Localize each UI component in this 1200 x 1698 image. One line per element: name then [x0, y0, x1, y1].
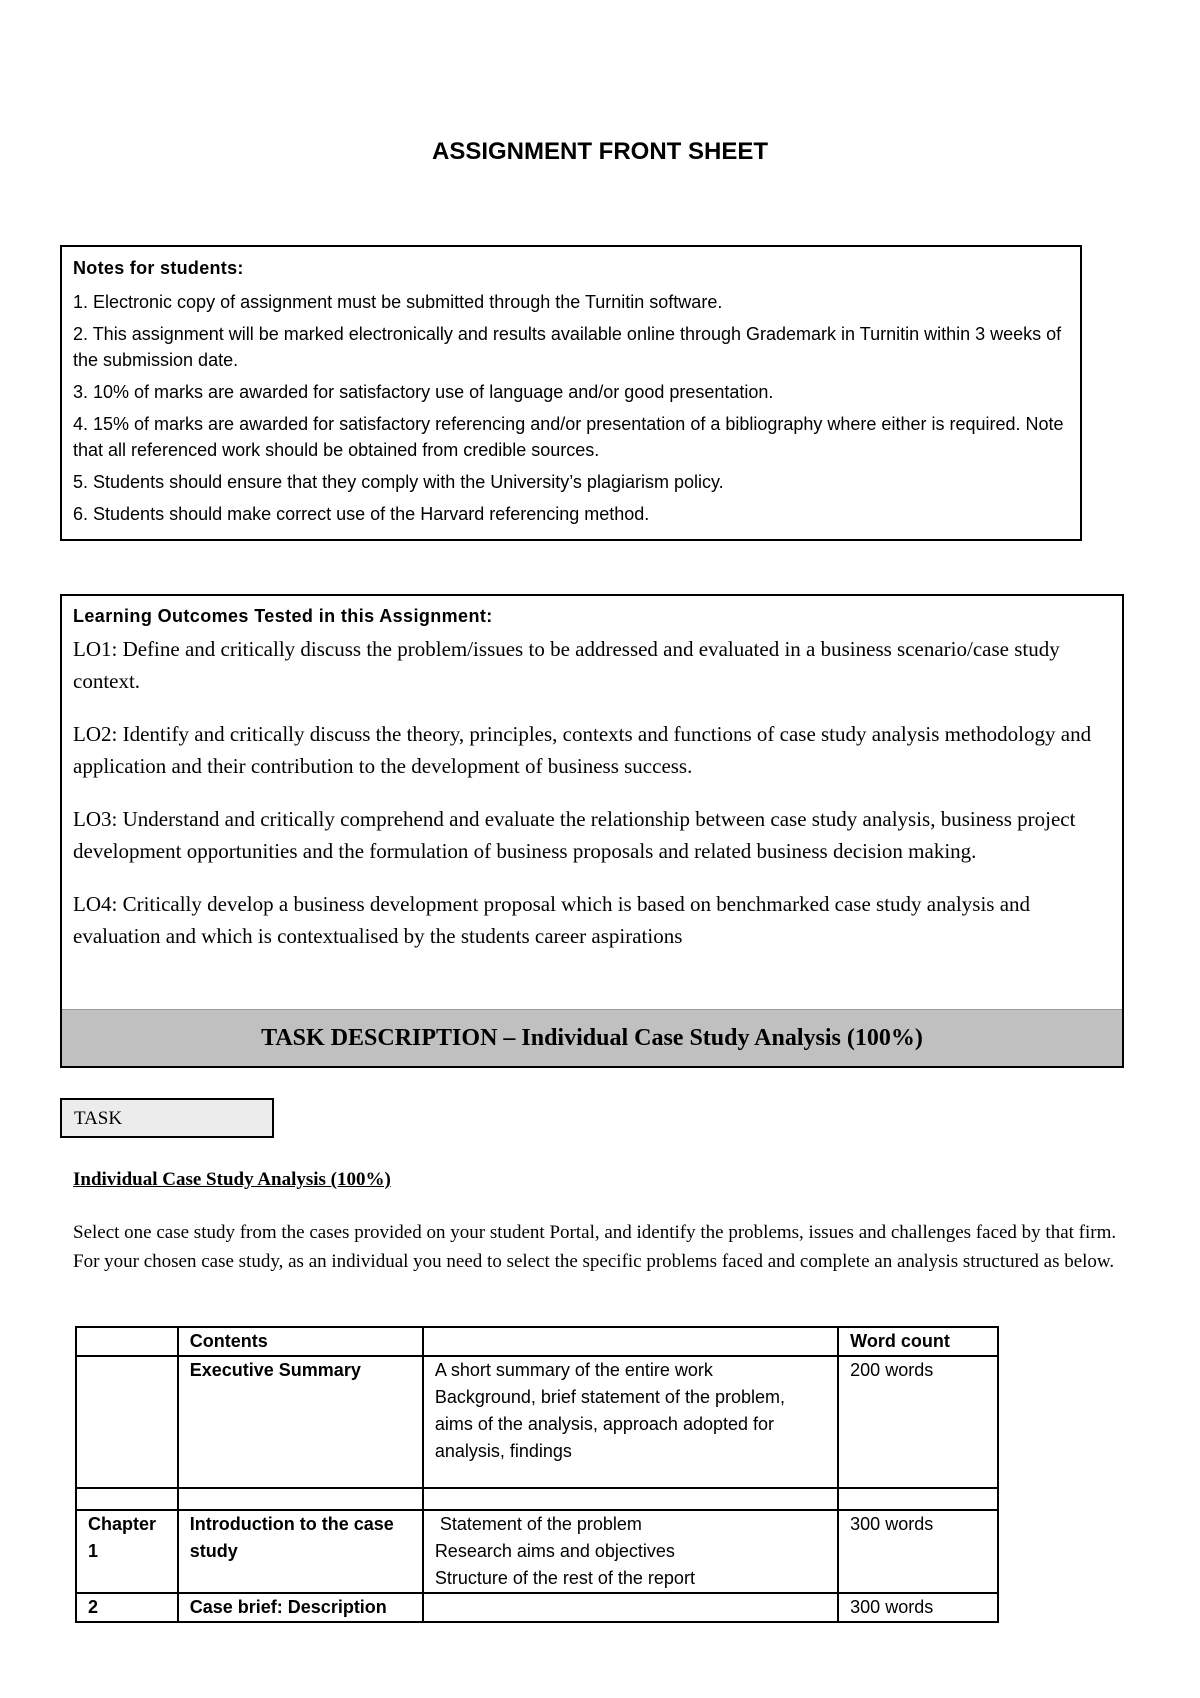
- note-item: 4. 15% of marks are awarded for satisfactory referencing and/or presentation of a bibliography where either is required. Note that all referenced work should be obtained from credible sources.: [73, 414, 1064, 460]
- table-cell-empty: [838, 1488, 998, 1510]
- table-cell-contents: Executive Summary: [178, 1356, 423, 1488]
- page-title: ASSIGNMENT FRONT SHEET: [431, 138, 768, 165]
- table-cell-chapter: Chapter 1: [76, 1510, 178, 1593]
- note-item: 1. Electronic copy of assignment must be submitted through the Turnitin software.: [73, 292, 723, 312]
- table-header-word-count: Word count: [838, 1327, 998, 1356]
- description-line: Structure of the rest of the report: [434, 1568, 695, 1588]
- table-spacer-row: [76, 1488, 998, 1510]
- note-item: 5. Students should ensure that they comply with the University’s plagiarism policy.: [73, 472, 724, 492]
- learning-outcomes-box: [60, 594, 1124, 1068]
- table-cell-empty: [178, 1488, 423, 1510]
- notes-heading: Notes for students:: [73, 258, 244, 278]
- learning-outcome-item: LO4: Critically develop a business development proposal which is based on benchmarked case study analysis and evaluation and which is contextualised by the students career aspirations: [73, 892, 1031, 948]
- table-cell-empty: [423, 1488, 838, 1510]
- table-cell-chapter: [76, 1356, 178, 1488]
- task-section-heading: Individual Case Study Analysis (100%): [73, 1169, 391, 1190]
- notes-list: [73, 289, 1069, 527]
- table-cell-description: [423, 1510, 838, 1593]
- table-cell-word-count: 300 words: [838, 1510, 998, 1593]
- description-line: A short summary of the entire work: [434, 1360, 713, 1380]
- table-cell-word-count: 300 words: [838, 1593, 998, 1622]
- task-description-banner: TASK DESCRIPTION – Individual Case Study Analysis (100%): [62, 1009, 1122, 1066]
- task-intro-paragraph: Select one case study from the cases provided on your student Portal, and identify the problems, issues and challenges faced by that firm. For your chosen case study, as an individual you need to select the specific problems faced and complete an analysis structured as below.: [73, 1222, 1117, 1272]
- learning-outcome-item: LO1: Define and critically discuss the problem/issues to be addressed and evaluated in a business scenario/case study context.: [73, 637, 1060, 693]
- table-row: [76, 1593, 998, 1622]
- report-structure-table: [75, 1326, 999, 1623]
- notes-for-students-box: [60, 245, 1082, 541]
- table-row: [76, 1356, 998, 1488]
- note-item: 6. Students should make correct use of the Harvard referencing method.: [73, 504, 650, 524]
- table-cell-chapter: 2: [76, 1593, 178, 1622]
- table-header-contents: Contents: [178, 1327, 423, 1356]
- description-line: Research aims and objectives: [434, 1541, 675, 1561]
- table-cell-description: [423, 1356, 838, 1488]
- note-item: 3. 10% of marks are awarded for satisfactory use of language and/or good presentation.: [73, 382, 774, 402]
- table-cell-word-count: 200 words: [838, 1356, 998, 1488]
- table-cell-empty: [76, 1488, 178, 1510]
- learning-outcome-item: LO3: Understand and critically comprehend and evaluate the relationship between case study analysis, business project development opportunities and the formulation of business proposals and related business decision making.: [73, 807, 1076, 863]
- table-header-description: [423, 1327, 838, 1356]
- table-header-chapter: [76, 1327, 178, 1356]
- table-cell-contents: Introduction to the case study: [178, 1510, 423, 1593]
- description-line: Background, brief statement of the problem, aims of the analysis, approach adopted for analysis, findings: [434, 1387, 786, 1461]
- learning-outcomes-heading: Learning Outcomes Tested in this Assignment:: [73, 606, 493, 626]
- table-cell-contents: Case brief: Description: [178, 1593, 423, 1622]
- table-header-row: [76, 1327, 998, 1356]
- table-row: [76, 1510, 998, 1593]
- task-label-box: TASK: [60, 1098, 274, 1138]
- description-line: Statement of the problem: [434, 1514, 642, 1534]
- learning-outcome-item: LO2: Identify and critically discuss the theory, principles, contexts and functions of case study analysis methodology and application and their contribution to the development of business success.: [73, 722, 1092, 778]
- note-item: 2. This assignment will be marked electronically and results available online through Grademark in Turnitin within 3 weeks of the submission date.: [73, 324, 1062, 370]
- table-cell-description: [423, 1593, 838, 1622]
